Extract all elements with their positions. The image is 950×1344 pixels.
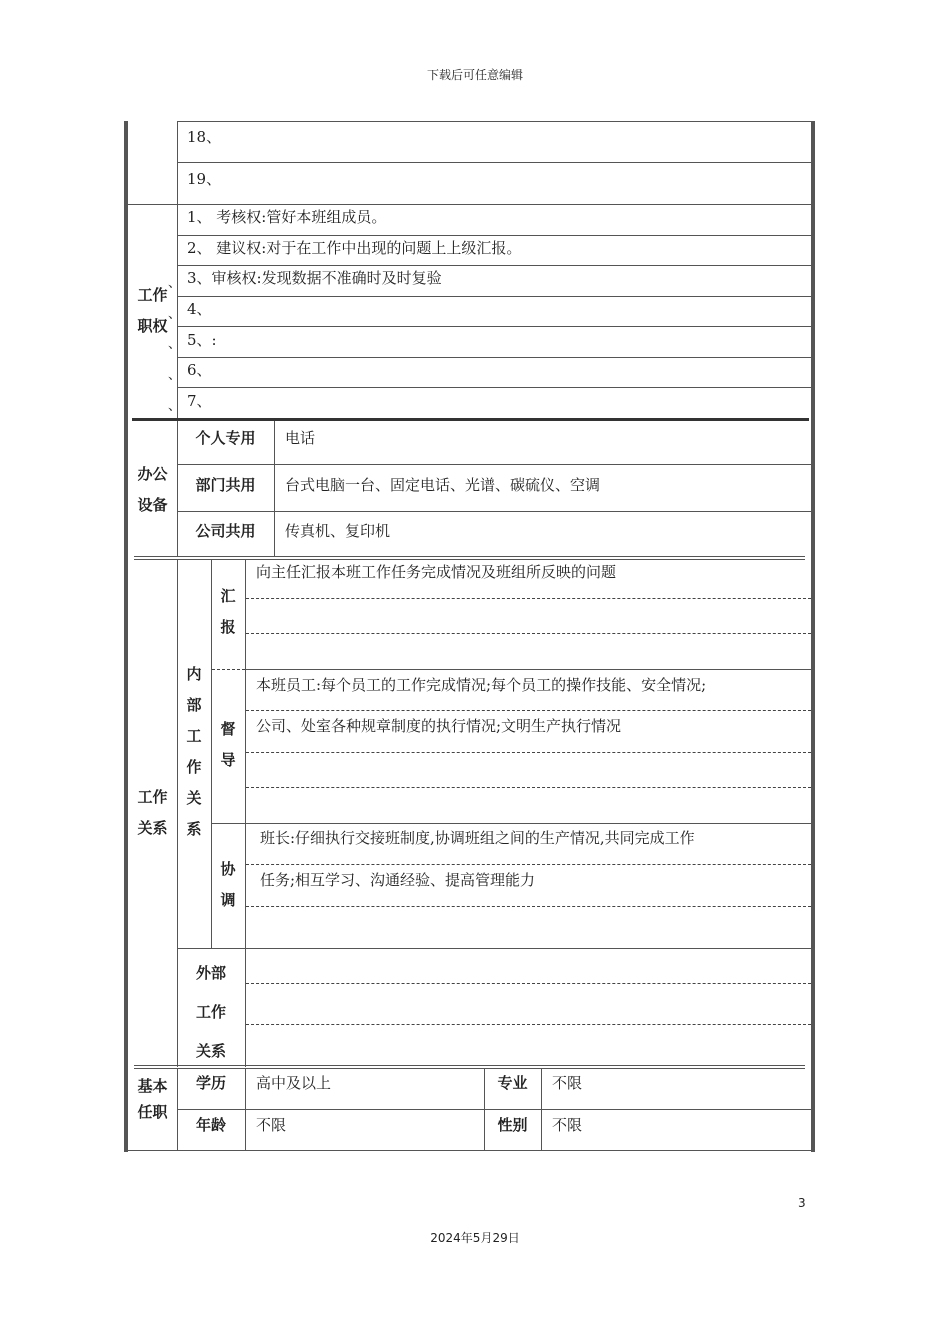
row-line <box>177 948 811 949</box>
major-value: 不限 <box>552 1074 583 1092</box>
gender-value: 不限 <box>552 1116 583 1134</box>
row-line <box>177 1109 811 1110</box>
section-divider <box>128 204 813 205</box>
bullet-mark: 、 <box>168 307 182 322</box>
table-border-left <box>124 121 128 1152</box>
dashed-line <box>246 787 811 788</box>
dashed-line <box>246 752 811 753</box>
supervise-line: 本班员工:每个员工的工作完成情况;每个员工的操作技能、安全情况; <box>256 676 707 694</box>
authority-item: 3、审核权:发现数据不准确时及时复验 <box>187 269 442 287</box>
report-label: 汇 报 <box>220 587 236 636</box>
gender-label: 性别 <box>497 1116 528 1134</box>
bullet-mark: 、 <box>168 276 182 291</box>
authority-item: 4、 <box>187 300 212 318</box>
row-line <box>177 235 813 236</box>
age-label: 年龄 <box>195 1116 226 1134</box>
table-border-right <box>811 121 815 1152</box>
row-line <box>177 357 813 358</box>
office-category: 部门共用 <box>195 476 256 494</box>
column-line <box>274 421 275 557</box>
bullet-mark: 、 <box>168 368 182 383</box>
office-value: 电话 <box>285 429 316 447</box>
row-line <box>211 823 811 824</box>
column-line <box>245 559 246 1067</box>
report-line: 向主任汇报本班工作任务完成情况及班组所反映的问题 <box>256 563 617 581</box>
bullet-mark: 、 <box>168 399 182 414</box>
authority-item: 6、 <box>187 361 212 379</box>
section-divider-double <box>134 556 805 557</box>
education-value: 高中及以上 <box>256 1074 332 1092</box>
row-line <box>177 511 813 512</box>
office-value: 台式电脑一台、固定电话、光谱、碳硫仪、空调 <box>285 476 601 494</box>
supervise-line: 公司、处室各种规章制度的执行情况;文明生产执行情况 <box>256 717 622 735</box>
dashed-line <box>246 710 811 711</box>
footer-date: 2024年5月29日 <box>430 1231 520 1245</box>
page-number: 3 <box>798 1196 806 1210</box>
section-divider-double <box>134 1068 805 1069</box>
section-divider-double <box>134 1065 805 1066</box>
external-relations-label: 外部 工作 关系 <box>195 964 226 1060</box>
relations-section-label: 工作 关系 <box>137 788 168 837</box>
office-value: 传真机、复印机 <box>285 522 391 540</box>
dashed-line <box>246 633 811 634</box>
authority-item: 1、 考核权:管好本班组成员。 <box>187 208 387 226</box>
bullet-mark: 、 <box>168 337 182 352</box>
major-label: 专业 <box>497 1074 528 1092</box>
qualification-section-label: 基本 任职 <box>137 1077 168 1121</box>
education-label: 学历 <box>195 1074 226 1092</box>
section-divider-thick <box>132 418 809 421</box>
continued-row-19: 19、 <box>187 170 222 188</box>
authority-item: 7、 <box>187 392 212 410</box>
row-line <box>177 296 813 297</box>
age-value: 不限 <box>256 1116 287 1134</box>
coordinate-label: 协 调 <box>220 860 236 909</box>
row-line <box>177 265 813 266</box>
coordinate-line: 班长:仔细执行交接班制度,协调班组之间的生产情况,共同完成工作 <box>260 829 695 847</box>
page-header: 下载后可任意编辑 <box>426 68 523 82</box>
dashed-line <box>246 983 811 984</box>
office-category: 个人专用 <box>195 429 256 447</box>
dashed-line <box>246 864 811 865</box>
continued-row-18: 18、 <box>187 128 222 146</box>
row-line <box>177 464 813 465</box>
dashed-line <box>246 906 811 907</box>
dashed-line <box>246 598 811 599</box>
internal-relations-label: 内 部 工 作 关 系 <box>186 665 202 838</box>
table-border-bottom <box>124 1150 815 1151</box>
row-line <box>177 326 813 327</box>
row-line <box>245 669 811 670</box>
dashed-line <box>246 1024 811 1025</box>
section-divider-double <box>134 559 805 560</box>
dashed-line <box>212 669 245 670</box>
office-category: 公司共用 <box>195 522 256 540</box>
office-section-label: 办公 设备 <box>137 465 168 514</box>
supervise-label: 督 导 <box>220 720 236 769</box>
authority-item: 2、 建议权:对于在工作中出现的问题上上级汇报。 <box>187 239 522 257</box>
authority-section-label: 工作 职权 <box>137 286 168 335</box>
row-line <box>177 162 813 163</box>
authority-item: 5、: <box>187 331 217 349</box>
row-line <box>177 121 813 122</box>
row-line <box>177 387 813 388</box>
coordinate-line: 任务;相互学习、沟通经验、提高管理能力 <box>260 871 536 889</box>
